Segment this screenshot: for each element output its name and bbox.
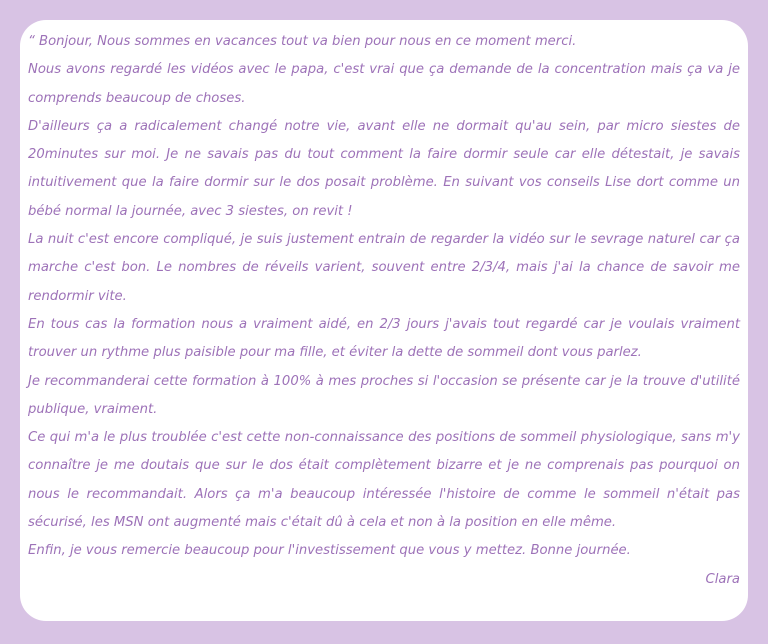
testimonial-paragraph: D'ailleurs ça a radicalement changé notre vie, avant elle ne dormait qu'au sein, par micro siestes de 20minutes sur moi. Je ne savais pas du tout comment la faire dormir seule car elle détestait, je savais intuitivement que la faire dormir sur le dos posait problème. En suivant vos conseils Lise dort comme un bébé normal la journée, avec 3 siestes, on revit ! [28, 118, 740, 219]
testimonial-paragraph: La nuit c'est encore compliqué, je suis justement entrain de regarder la vidéo sur le sevrage naturel car ça marche c'est bon. Le nombres de réveils varient, souvent entre 2/3/4, mais j'ai la chance de savoir me rendormir vite. [28, 232, 740, 304]
testimonial-paragraph: En tous cas la formation nous a vraiment aidé, en 2/3 jours j'avais tout regardé car je voulais vraiment trouver un rythme plus paisible pour ma fille, et éviter la dette de sommeil dont vous parlez. [28, 316, 740, 361]
testimonial-paragraph: “ Bonjour, Nous sommes en vacances tout va bien pour nous en ce moment merci. [28, 34, 577, 49]
testimonial-card [20, 20, 748, 621]
testimonial-paragraph: Je recommanderai cette formation à 100% à mes proches si l'occasion se présente car je la trouve d'utilité publique, vraiment. [28, 373, 740, 417]
testimonial-paragraph: Enfin, je vous remercie beaucoup pour l'investissement que vous y mettez. Bonne journée. [28, 543, 631, 559]
testimonial-signature: Clara [705, 571, 740, 587]
testimonial-paragraph: Ce qui m'a le plus troublée c'est cette non-connaissance des positions de sommeil physiologique, sans m'y connaître je me doutais que sur le dos était complètement bizarre et je ne comprenais pas pourquoi on nous le recommandait. Alors ça m'a beaucoup intéressée l'histoire de comme le sommeil n'était pas sécurisé, les MSN ont augmenté mais c'était dû à cela et non à la position en elle même. [28, 430, 740, 531]
testimonial-paragraph: Nous avons regardé les vidéos avec le papa, c'est vrai que ça demande de la concentration mais ça va je comprends beaucoup de choses. [28, 62, 740, 106]
